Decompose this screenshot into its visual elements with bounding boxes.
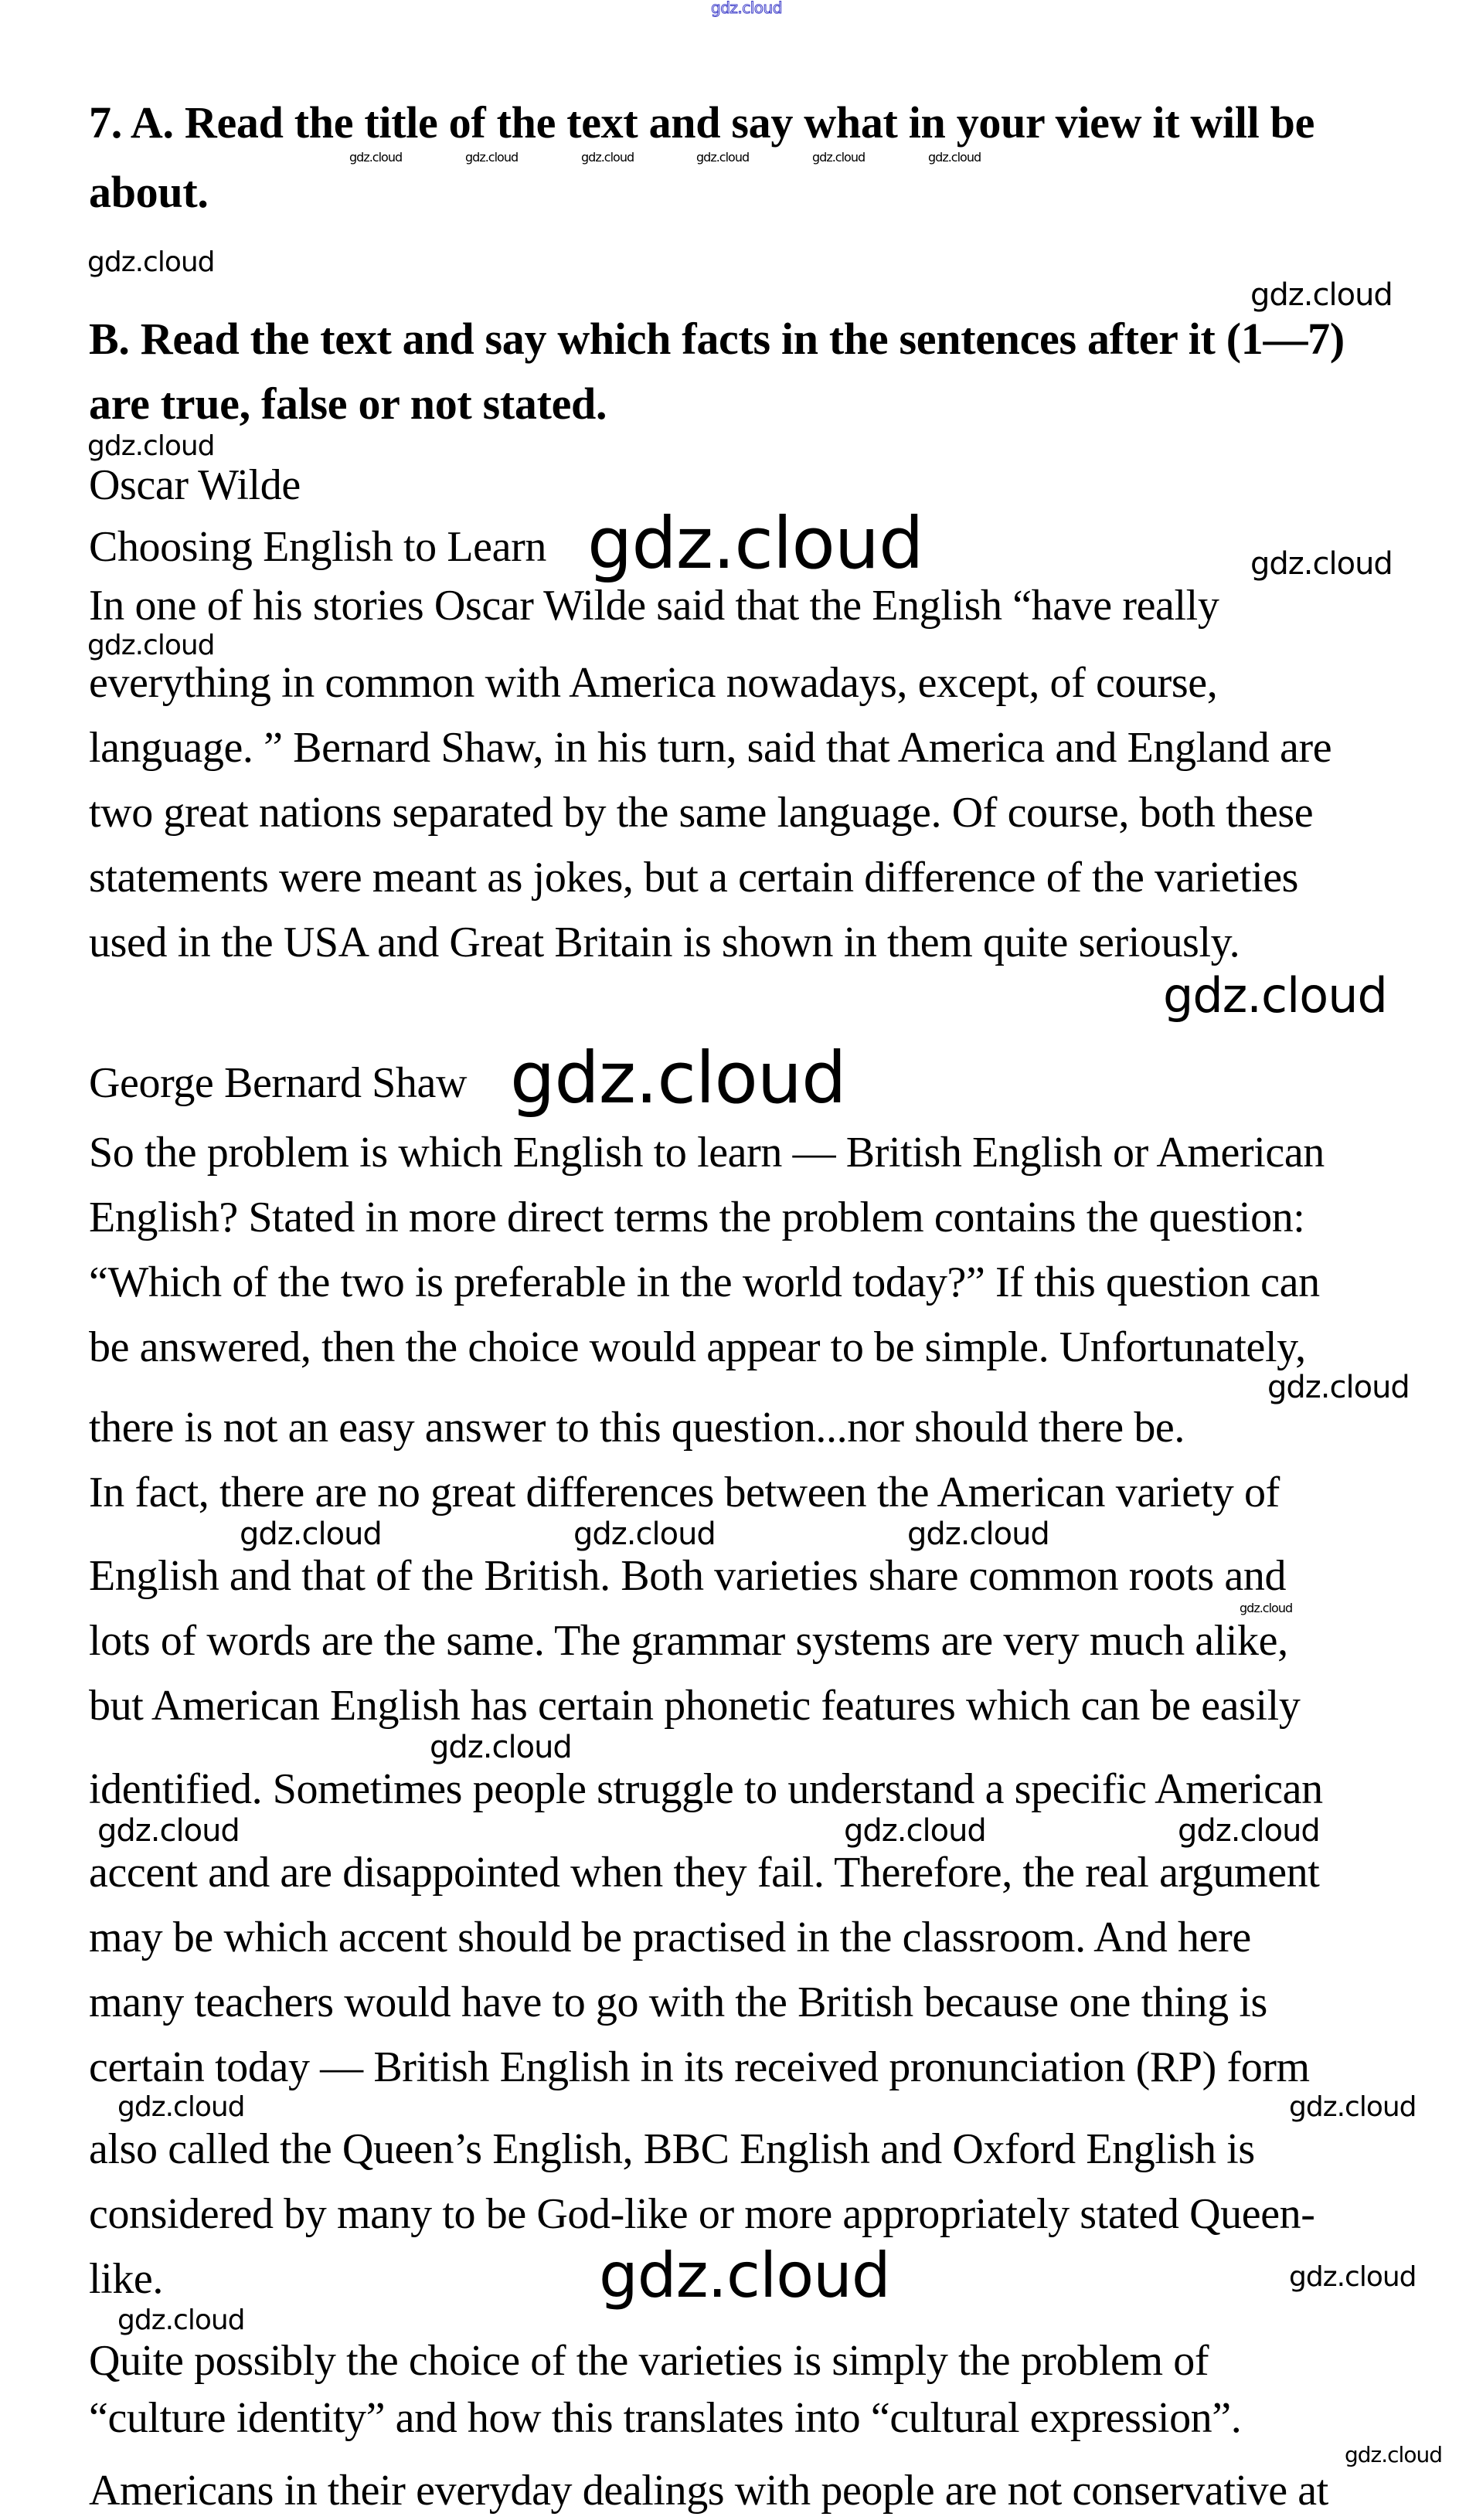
watermark: gdz.cloud	[87, 430, 215, 462]
paragraph-3-line: identified. Sometimes people struggle to understand a specific American	[89, 1765, 1323, 1813]
paragraph-3-line: but American English has certain phonetic features which can be easily	[89, 1682, 1301, 1730]
caption-george-bernard-shaw: George Bernard Shaw	[89, 1059, 467, 1107]
paragraph-2-line: “Which of the two is preferable in the world today?” If this question can	[89, 1258, 1320, 1306]
text-title: Choosing English to Learn	[89, 523, 546, 571]
paragraph-4-line: “culture identity” and how this translates into “cultural expression”.	[89, 2394, 1242, 2442]
paragraph-3-line: many teachers would have to go with the British because one thing is	[89, 1978, 1267, 2026]
watermark: gdz.cloud	[844, 1813, 986, 1849]
paragraph-1-line: everything in common with America nowadays, except, of course,	[89, 659, 1218, 707]
watermark: gdz.cloud	[117, 2304, 245, 2336]
watermark: gdz.cloud	[430, 1730, 572, 1765]
paragraph-3-line: may be which accent should be practised in the classroom. And here	[89, 1914, 1251, 1961]
paragraph-2-line: English? Stated in more direct terms the problem contains the question:	[89, 1194, 1305, 1241]
paragraph-2-line: So the problem is which English to learn — British English or American	[89, 1129, 1325, 1177]
watermark: gdz.cloud	[812, 150, 866, 165]
watermark: gdz.cloud	[87, 630, 215, 661]
watermark: gdz.cloud	[928, 150, 981, 165]
watermark: gdz.cloud	[1250, 277, 1393, 313]
paragraph-1-line: two great nations separated by the same language. Of course, both these	[89, 789, 1314, 837]
paragraph-1-line: statements were meant as jokes, but a certain difference of the varieties	[89, 854, 1299, 902]
watermark: gdz.cloud	[1240, 1601, 1293, 1615]
watermark: gdz.cloud	[696, 150, 750, 165]
paragraph-4-line: Americans in their everyday dealings with people are not conservative at	[89, 2467, 1328, 2515]
paragraph-3-line: considered by many to be God-like or more appropriately stated Queen-	[89, 2190, 1315, 2238]
watermark: gdz.cloud	[581, 150, 634, 165]
paragraph-2-line: be answered, then the choice would appear to be simple. Unfortunately,	[89, 1323, 1306, 1371]
watermark: gdz.cloud	[1289, 2261, 1416, 2293]
paragraph-1-line: language. ” Bernard Shaw, in his turn, said that America and England are	[89, 724, 1332, 772]
watermark: gdz.cloud	[907, 1516, 1049, 1552]
watermark-large: gdz.cloud	[599, 2240, 890, 2311]
watermark: gdz.cloud	[1178, 1813, 1320, 1849]
watermark: gdz.cloud	[1345, 2442, 1442, 2467]
watermark: gdz.cloud	[349, 150, 403, 165]
caption-oscar-wilde: Oscar Wilde	[89, 461, 301, 509]
paragraph-1-line: In one of his stories Oscar Wilde said that the English “have really	[89, 582, 1219, 630]
watermark: gdz.cloud	[87, 246, 215, 278]
watermark: gdz.cloud	[1163, 967, 1387, 1024]
paragraph-3-line: certain today — British English in its received pronunciation (RP) form	[89, 2043, 1310, 2091]
paragraph-3-line: also called the Queen’s English, BBC English and Oxford English is	[89, 2125, 1255, 2173]
watermark: gdz.cloud	[1289, 2091, 1416, 2123]
watermark: gdz.cloud	[97, 1813, 240, 1849]
watermark-large: gdz.cloud	[510, 1037, 846, 1119]
watermark: gdz.cloud	[240, 1516, 382, 1552]
watermark: gdz.cloud	[1267, 1370, 1410, 1405]
paragraph-3-line: lots of words are the same. The grammar systems are very much alike,	[89, 1617, 1288, 1665]
watermark: gdz.cloud	[1250, 546, 1393, 582]
paragraph-3-line: like.	[89, 2255, 163, 2303]
task-b-line-2: are true, false or not stated.	[89, 379, 607, 429]
paragraph-1-line: used in the USA and Great Britain is shown in them quite seriously.	[89, 919, 1240, 966]
watermark-large: gdz.cloud	[587, 502, 923, 585]
paragraph-3-line: English and that of the British. Both varieties share common roots and	[89, 1552, 1287, 1600]
task-a-line-2: about.	[89, 167, 209, 217]
top-watermark: gdz.cloud	[711, 0, 782, 17]
watermark: gdz.cloud	[465, 150, 519, 165]
paragraph-4-line: Quite possibly the choice of the varieties is simply the problem of	[89, 2337, 1209, 2385]
watermark: gdz.cloud	[573, 1516, 716, 1552]
paragraph-2-line: there is not an easy answer to this question...nor should there be.	[89, 1404, 1185, 1452]
task-b-line-1: B. Read the text and say which facts in the sentences after it (1—7)	[89, 314, 1345, 364]
paragraph-3-line: In fact, there are no great differences between the American variety of	[89, 1469, 1280, 1516]
paragraph-3-line: accent and are disappointed when they fail. Therefore, the real argument	[89, 1849, 1320, 1897]
watermark: gdz.cloud	[117, 2091, 245, 2123]
task-a-line-1: 7. A. Read the title of the text and say what in your view it will be	[89, 97, 1315, 148]
